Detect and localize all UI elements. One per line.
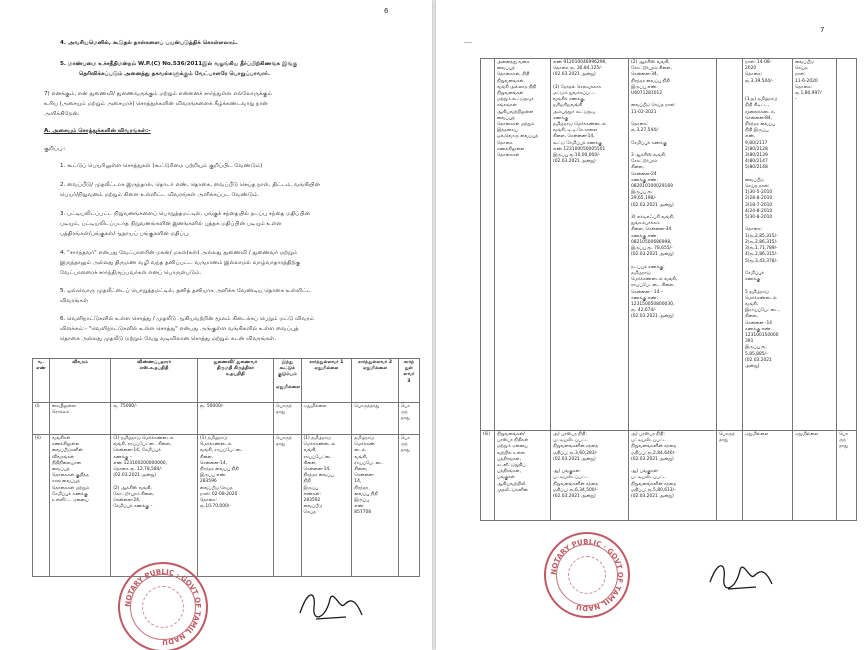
applicant-cell: ரூ. 75000/- [111,403,198,435]
huf-cell: பொருந் தாது [274,403,301,435]
document-page-6 [0,0,432,650]
dependent-1-cell: ஏதுமில்லை [743,431,793,521]
margin-mark [464,42,472,43]
header-cell: விவரம் [49,359,110,403]
dependent-3-cell: பொ ருந் தாது [398,435,419,577]
header-cell: இந்து கூட்டுக் குடும்பம் ஏதுமில்லை [274,359,301,403]
page-number: 6 [384,7,389,15]
page-number: 7 [820,26,825,34]
note-line: 4. "சார்ந்தவர்" என்பது வேட்பாளரின் மகன்/ மகள்(கள்) அல்லது துணைவி / துணைவர் மற்றும் [60,250,298,256]
para-7-line-3: அளிக்கிறேன். [44,111,80,117]
header-cell: சார்ந்துள்ளவர் 2 ஏதுமில்லை [352,359,399,403]
note-line: படியும், பட்டியலிடப்படாத நிறுவனங்களின் இனங்களில் புத்தக மதிப்பின் படியும் உள்ள [60,221,282,227]
row-description: கையிலுள்ள ரொக்கம் [49,403,110,435]
svg-text:NOTARY PUBLIC · GOVT OF TAMI [550,538,624,612]
header-cell: சார்ந் துள் ளவர் 3 [398,359,419,403]
seal-text: NOTARY PUBLIC · GOVT OF TAMIL NADU [123,567,203,647]
row-number: (iii) [481,431,495,521]
table-row [33,435,420,577]
spouse-cell: ரூ. 50000/- [197,403,273,435]
svg-text:NOTARY PUBLIC · GOVT OF TAMI [124,568,202,646]
note-line: பெயர்/நிறுவனம் மற்றும் கிளை உள்ளிட்ட விவரங்கள் அளிக்கப்பட வேண்டும். [60,192,260,198]
note-line: 2. வைப்பீடு/ முதலீட்டாக இருந்தால், தொடர் எண், தொகை, வைப்பீடு செய்த நாள், திட்டம், வங்கியின் [60,182,320,188]
header-cell: துணைவி/ துணைவர் திருமதி கிருத்திகா உதயநிதி [197,359,273,403]
seal-text: NOTARY PUBLIC · GOVT OF TAMIL NADU [549,537,625,613]
applicant-cell: எண் 912010046996296, தொகை ரூ. 30,84,125/- (02.03.2021 அன்று) (3) தேர்தல் செலவுக்காக மட்டும் துவக்கப்பட்ட வங்கிக் கணக்கு, ஐசிஐசிஐவங்கி அம்பத்தூர் கூட்டுறவு கணக்கு தமிழ்நாடு மெர்க்கண்டைல் வங்கி, டி.டி.கே.சாலை கிளை, சென்னை-14, கூட்டு சேமிப்புக் கணக்கு எண் 123100050005501 இருப்பு ரூ.10,00,000/- (02.03.2021 அன்று) [551,59,629,431]
note-line: தொகை அல்லது முதலீடு மற்றும் வேறு வடிவிலான சொத்து மற்றும் கடன் விவரங்கள். [60,336,277,342]
assets-table [32,358,420,577]
assets-table-continued [480,58,857,521]
section-heading: A. அசையும் சொத்துக்களின் விவரங்கள்:- [44,128,151,134]
para-7-line-1: 7) எனக்கும், என் துணைவி/ துணைவருக்கும் மற்றும் என்னைச் சார்ந்துள்ள எல்லோருக்கும் [44,91,272,97]
dependent-1-cell: ஏதுமில்லை [301,403,352,435]
header-cell: சார்ந்துள்ளவர் 1 ஏதுமில்லை [301,359,352,403]
huf-cell: பொருந் தாது [717,431,743,521]
table-row [481,431,857,521]
table-header-row [33,359,420,403]
signature [296,585,366,625]
applicant-cell: (1) தமிழ்நாடு மெர்க்கண்டைல் வங்கி, ராயப்பேட்டை கிளை, சென்னை-14, சேமிப்புக் கணக்கு – எண் 123100200000000, தொகை ரூ. 12,78,584/- (02.03.2021 அன்று) (2) ஆக்சிஸ் வங்கி, கோட்டூர்புரம் கிளை, சென்னை-24, சேமிப்புக் கணக்கு – [111,435,198,577]
huf-cell [717,59,743,431]
dependent-2-cell: ஏதுமில்லை [793,431,837,521]
note-line: 1. கூட்டுப் பெயரிலுள்ள சொத்துகள் (கூட்டுரிமை பற்றியும் குறிப்பிட வேண்டும்) [60,163,263,169]
table-row [481,59,857,431]
note-line: வேட்பாளரைச் சார்ந்திருப்பவர்கள் எனப் பொருள்படும். [60,270,202,276]
note-line: விளக்கம்:- "வெளிநாட்டுகளில் உள்ள சொத்து" என்பது அங்குள்ள வங்கிகளில் உள்ள வைப்புத் [60,326,299,332]
row-description: அனைத்து வகை வைப்புத் தொகைகள், நிதி நிறுவனங்கள், வங்கி அல்லாத நிதி நிறுவனங்கள் மற்றும் கூட்டுறவுச் சங்கங்கள் ஆகியவற்றிலுள்ள வைப்புத் தொகைகள் மற்றும் இத்தகைய ஒவ்வொரு வைப்புத் தொகை கணக்கிலுள்ள தொகைகள் [495,59,551,431]
seal-text-ring [120,564,206,650]
seal-text-ring [546,534,628,616]
spouse-cell: அ) பரஸ்பர நிதி: பட்டியலிடப்பட்ட நிறுவனங்களின் சந்தை மதிப்பு: ரூ.2,84,640/- (02.03.2021 அன்று) ஆ) பங்குகள்: பட்டியலிடப்பட்ட நிறுவனங்களின் சந்தை மதிப்பு: ரூ.5,80,613/- (02.03.2021 அன்று) [629,431,717,521]
note-line: விவரங்கள் [60,298,89,304]
dependent-3-cell: பொ ருந் தாது [398,403,419,435]
note-line: 3. பட்டியலிடப்பட்ட நிறுவனங்களைப் பொறுத்தமட்டில், பங்குச் சந்தையில் நடப்பு சந்தை மதிப்பின் [60,211,310,217]
row-number [481,59,495,431]
header-cell: விண்ணப்பதாரர் எஸ்.க.தபதிதி [111,359,198,403]
para-7-line-2: உரிய (அசையும் மற்றும் அசையாச்) சொத்துக்களின் விவரங்களைக் கீழ்க்கண்டவாறு நான் [44,101,268,107]
document-page-7 [436,0,868,650]
row-number: (ii) [33,435,50,577]
dependent-3-cell: பொ ருந் தாது [837,431,857,521]
header-cell: வ. எண் [33,359,50,403]
item-5-line-1: 5. மாண்பமை உச்சநீதிமன்றம் W.P.(C) No.536/2011இல் வழங்கிய தீர்ப்பிற்கிணங்க இங்கு [60,61,298,67]
notary-seal [544,532,630,618]
row-number: (i) [33,403,50,435]
dependent-2-cell: தமிழ்நாடு மெர்க்கண் டைல் வங்கி, ராயப்பேட்டை கிளை, சென்னை- 14, நிரந்தர வைப்பு நிதி இருப்பு எண். 857708 [352,435,399,577]
note-line: பத்திரங்கள்/பங்குகள்/ஆதாயப் பங்குகளின் மதிப்பு. [60,231,190,237]
dependent-1-cell: (1) தமிழ்நாடு மெர்க்கண்டைல் வங்கி, ராயப்பேட்டை கிளை, சென்னை-14, நிரந்தர வைப்பு நிதி இருப்பு எண்கள்: 283592 வைப்பீடு செய்த [301,435,352,577]
spouse-cell: (1) தமிழ்நாடு மெர்க்கண்டைல் வங்கி, ராயப்பேட்டை கிளை, சென்னை-14, நிரந்தர வைப்பு நிதி இருப்பு எண். 283596 வைப்பீடு செய்த நாள்: 02-08-2020 தொகை: ரூ.10,70,000/- [197,435,273,577]
note-line: 6. வெளிநாட்டுகளில் உள்ள சொத்து / முதலீடு ஆகியவற்றின் மூலம் கிடைக்கப் பெறும் மட்டு விவரம் [60,316,315,322]
dependent-2-cell: பொருந்தாது [352,403,399,435]
row-description: வங்கிகள் கணக்கிலுள்ள வைப்பீடுகளின் விவரங்கள் நிதிநிலையான வைப்புத் தொகைகள் குறித்த கால வைப்புத் தொகைகள் மற்றும் சேமிப்புக் கணக்கு உள்ளிட்ட ஏனைய [49,435,110,577]
table-row [33,403,420,435]
dependent-1-cell: நாள்: 14-08- 2020 தொகை: ரூ.3,39,504/- (1அ) தமிழ்நாடு நிதி கிடிட்ட, மூலைக்கடைக், சென்னை-84, நிரந்தர வைப்பு நிதி இருப்பு எண். 9,80/2117 2)80/2128 3)80/2139 4)80/2147 5)80/2148 வைப்பீடு செய்த நாள்: 1)30-5-2010 2)28-8-2010 3)18-7-2010 4)24-8-2010 5)30-8-2010 தொகை: 1)ரூ.2,85,315/- 2)ரூ.2,86,315/- 3)ரூ.1,71,789/- 4)ரூ.2,86,315/- 5)ரூ.3,43,378/- சேமிப்புக் கணக்கு 5 தமிழ்நாடு மெர்க்கண்டைல் வங்கி, இராயப்பேட்டை, கிளை, சென்னை -14 கணக்கு எண். 123100150000 391 இருப்பு ரூ. 5,85,885/- (02.03.2021 அன்று) [743,59,793,431]
note-line: இருந்தாலும் அல்லது திருமண வழி வந்த தனிப்பட்ட வருமானம் இல்லாமல் வாழ்வாதாரத்திற்கு [60,260,301,266]
applicant-cell: அ) பரஸ்பர நிதி: பட்டியலிடப்பட்ட நிறுவனங்களின் சந்தை மதிப்பு: ரூ.3,60,283/- (02.03.2021 அன்று) ஆ) பங்குகள்: பட்டியலிடப்பட்ட நிறுவனங்களின் சந்தை மதிப்பு: ரூ.6,34,500/- (02.03.2021 அன்று) [551,431,629,521]
notary-seal [118,562,208,650]
note-label: குறிப்பு : [44,146,66,152]
item-5-line-2: தெரிவிக்கப்படும் அனைத்து தகவல்களுக்கும் வேட்பாளரே பொறுப்பாவார். [79,71,271,77]
item-4: 4. அவசியமெனில், கூடுதல் தாள்களைப் பயன்படுத்திக் கொள்ளலாம். [60,40,238,46]
huf-cell: பொருந் தாது [274,435,301,577]
dependent-2-cell: வைப்பீடு செய்த நாள்: 11-6-2020 தொகை: ரூ.1,80,997/ – [793,59,837,431]
row-description: நிறுவனங்கள்/ பரஸ்பர நிதிகள் மற்றும் ஏனைய வற்றில் உள்ள பத்திரங்கள், கடனீட்டுறுதிப் பத்திரங்கள், பங்குகள் ஆகியவற்றிலி முதலீட்டுகளின் [495,431,551,521]
note-line: 5. ஒவ்வொரு முதலீட்டைப் பொறுத்தமட்டில், தனித் தனியாக அளிக்க வேண்டிய தொகை உள்ளிட்ட [60,288,312,294]
signature [706,556,776,596]
spouse-cell: (2) ஆக்சிஸ் வங்கி, கோட்டூர்புரம் கிளை, சென்னை-34, நிரந்தர வைப்பு நிதி இருப்பு எண். U6071281012 வைப்பீடு செய்த நாள்: 11-02-2021 தொகை: ரூ.3,27,544/- சேமிப்புக் கணக்கு 3 ஆக்சிஸ் வங்கி, கோட்டூர்புரம் கிளை, சென்னை-24 கணக்கு எண். 082010100029169 இருப்பு ரூ. 29,65,198/- (02.03.2021 அன்று) 3) எச்டிஎஃப்சி வங்கி, நுங்கம்பாக்கம் கிளை, சென்னை-34 கணக்கு எண். 08210500686998, இருப்பு ரூ. 78,655/- (02.03.2021 அன்று) நடப்புக் கணக்கு: தமிழ்நாடு மெர்க்கண்டைல் வங்கி, ராயப்பேட்டை கிளை, சென்னை - 14 – கணக்கு எண்: 123150050800030, ரூ. 42,674/- (02.03.2021 அன்று) [629,59,717,431]
dependent-3-cell [837,59,857,431]
